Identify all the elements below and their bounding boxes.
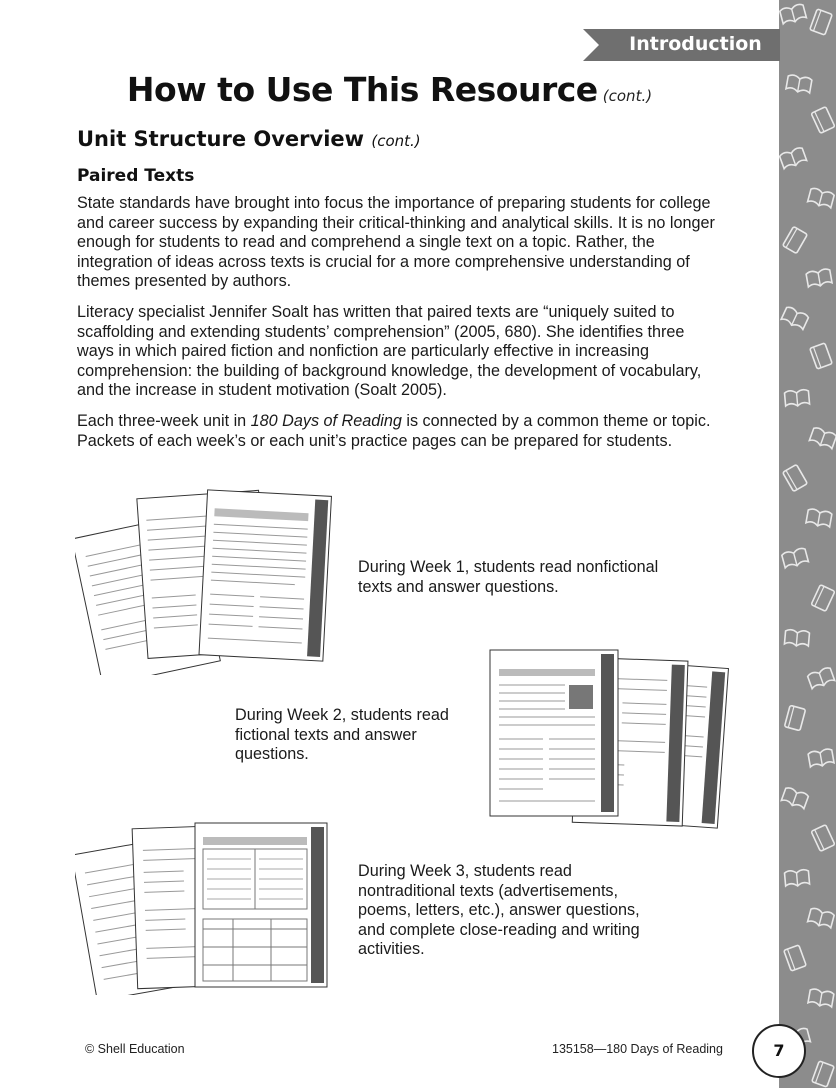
footer-book-reference: 135158—180 Days of Reading bbox=[552, 1042, 723, 1056]
section-heading bbox=[77, 127, 421, 151]
book-title: 180 Days of Reading bbox=[250, 412, 402, 430]
worksheet-stack-image bbox=[75, 485, 335, 675]
paragraph-3 bbox=[77, 412, 717, 451]
subsection-heading: Paired Texts bbox=[77, 166, 195, 186]
sidebar-books bbox=[779, 3, 836, 1087]
section-heading-text: Unit Structure Overview bbox=[77, 127, 365, 151]
book-pattern bbox=[779, 0, 836, 1088]
section-heading-suffix: (cont.) bbox=[371, 132, 421, 150]
page-title bbox=[0, 70, 779, 109]
decorative-sidebar bbox=[779, 0, 836, 1088]
worksheet-stack-image bbox=[75, 815, 335, 995]
section-tab-label: Introduction bbox=[629, 33, 762, 55]
page-number: 7 bbox=[752, 1024, 806, 1078]
week-2-caption: During Week 2, students read fictional texts and answer questions. bbox=[235, 706, 449, 764]
week-2-worksheet-thumbnails bbox=[485, 645, 735, 839]
worksheet-stack-image bbox=[485, 645, 735, 835]
page-title-suffix: (cont.) bbox=[602, 87, 653, 105]
paragraph-2: Literacy specialist Jennifer Soalt has written that paired texts are “uniquely suited to scaffolding and extending students’ comprehension” (2005, 680). She identifies three ways in which paired fiction and nonfiction are particularly effective in increasing comprehension: the building of background knowledge, the development of vocabulary, and the increase in student motivation (Soalt 2005). bbox=[77, 303, 702, 400]
footer-copyright: © Shell Education bbox=[85, 1042, 185, 1056]
page-title-text: How to Use This Resource bbox=[126, 70, 598, 109]
paragraph-1: State standards have brought into focus the importance of preparing students for college and career success by expanding their critical-thinking and analytical skills. It is no longer enough for students to read and comprehend a single text on a topic. Rather, the integration of ideas across texts is crucial for a more comprehensive understanding of themes presented by authors. bbox=[77, 194, 715, 291]
week-1-worksheet-thumbnails bbox=[75, 485, 335, 679]
paragraph-3-end: is connected by a common theme or topic. Packets of each week’s or each unit’s practice pages can be prepared for students. bbox=[77, 412, 711, 450]
week-3-worksheet-thumbnails bbox=[75, 815, 335, 999]
week-1-caption: During Week 1, students read nonfictional texts and answer questions. bbox=[358, 558, 659, 596]
week-3-caption: During Week 3, students read nontraditional texts (advertisements, poems, letters, etc.), answer questions, and complete close-reading and writing activities. bbox=[358, 862, 640, 959]
section-tab bbox=[583, 29, 780, 61]
paragraph-3-start: Each three-week unit in bbox=[77, 412, 251, 430]
